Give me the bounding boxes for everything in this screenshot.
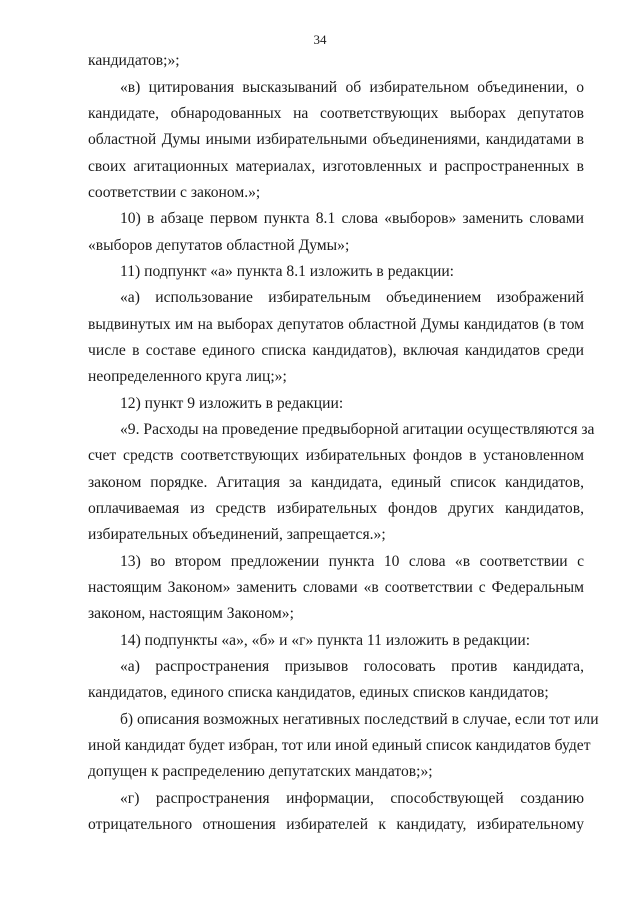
text-line: настоящим Законом» заменить словами «в соответствии с Федеральным bbox=[88, 579, 584, 596]
text-line: кандидатов;»; bbox=[88, 52, 180, 69]
text-line: избирательных объединений, запрещается.»; bbox=[88, 526, 386, 543]
text-line: «а) распространения призывов голосовать против кандидата, bbox=[120, 658, 584, 675]
text-line: неопределенного круга лиц;»; bbox=[88, 368, 287, 385]
text-line: выдвинутых им на выборах депутатов областной Думы кандидатов (в том bbox=[88, 316, 584, 333]
text-line: оплачиваемая из средств избирательных фондов других кандидатов, bbox=[88, 500, 584, 517]
text-line: «9. Расходы на проведение предвыборной агитации осуществляются за bbox=[120, 421, 595, 438]
text-line: «в) цитирования высказываний об избирательном объединении, о bbox=[120, 79, 584, 96]
text-line: отрицательного отношения избирателей к кандидату, избирательному bbox=[88, 816, 584, 833]
text-line: 14) подпункты «а», «б» и «г» пункта 11 изложить в редакции: bbox=[120, 632, 531, 649]
text-line: 10) в абзаце первом пункта 8.1 слова «выборов» заменить словами bbox=[120, 210, 584, 227]
page-number: 34 bbox=[313, 32, 327, 47]
text-line: законом порядке. Агитация за кандидата, единый список кандидатов, bbox=[88, 474, 584, 491]
text-line: областной Думы иными избирательными объединениями, кандидатами в bbox=[88, 131, 584, 148]
text-line: «выборов депутатов областной Думы»; bbox=[88, 237, 350, 254]
text-line: допущен к распределению депутатских мандатов;»; bbox=[88, 763, 433, 780]
text-line: соответствии с законом.»; bbox=[88, 184, 261, 201]
text-line: «а) использование избирательным объединением изображений bbox=[120, 289, 584, 306]
text-line: иной кандидат будет избран, тот или иной единый список кандидатов будет bbox=[88, 737, 591, 754]
text-line: кандидатов, единого списка кандидатов, единых списков кандидатов; bbox=[88, 684, 549, 701]
text-line: «г) распространения информации, способствующей созданию bbox=[120, 790, 584, 807]
text-line: кандидате, обнародованных на соответствующих выборах депутатов bbox=[88, 105, 584, 122]
text-line: б) описания возможных негативных последствий в случае, если тот или bbox=[120, 711, 599, 728]
text-line: счет средств соответствующих избирательных фондов в установленном bbox=[88, 447, 584, 464]
text-line: числе в составе единого списка кандидатов), включая кандидатов среди bbox=[88, 342, 584, 359]
text-line: 11) подпункт «а» пункта 8.1 изложить в редакции: bbox=[120, 263, 455, 280]
text-line: 13) во втором предложении пункта 10 слова «в соответствии с bbox=[120, 553, 584, 570]
text-line: своих агитационных материалах, изготовленных и распространенных в bbox=[88, 158, 584, 175]
text-line: 12) пункт 9 изложить в редакции: bbox=[120, 395, 344, 412]
text-line: законом, настоящим Законом»; bbox=[88, 605, 294, 622]
